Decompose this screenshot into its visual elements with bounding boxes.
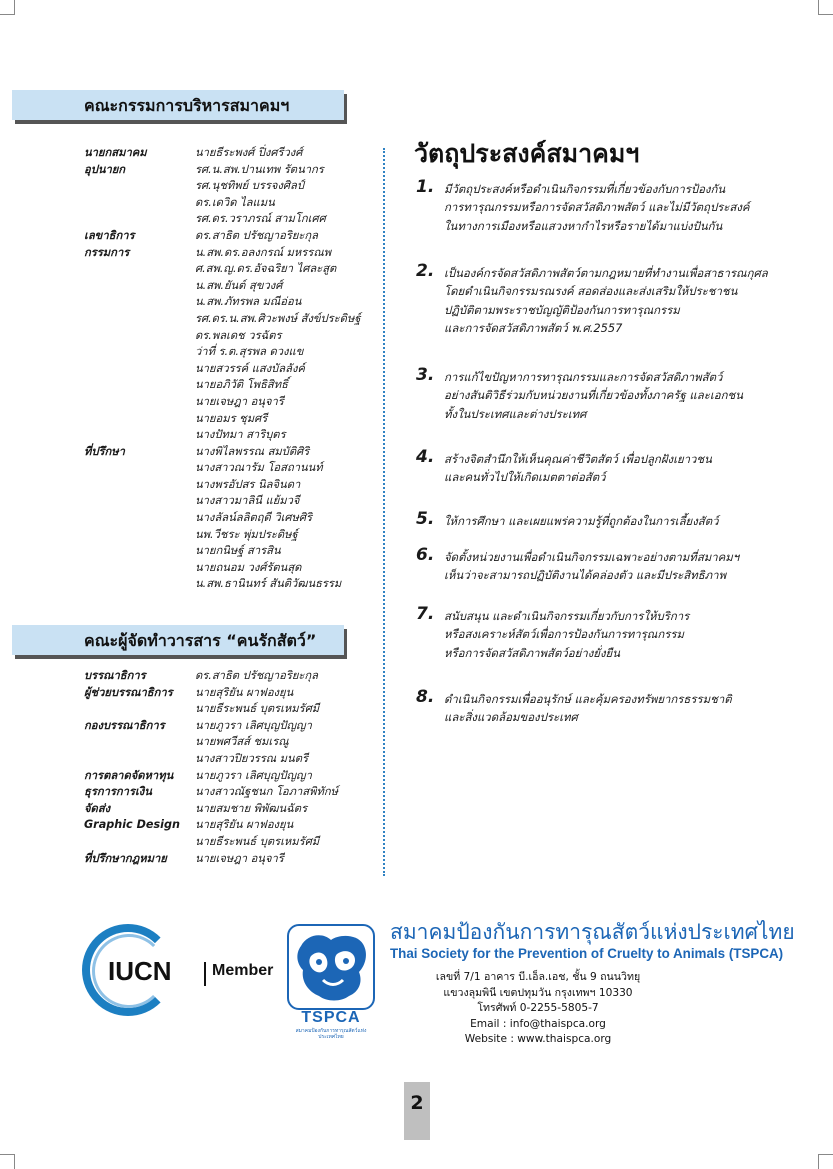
org-abbr: (TSPCA) (728, 946, 784, 961)
roster-role (84, 427, 195, 444)
org-name-english (390, 946, 783, 961)
crop-mark-top-right (818, 0, 833, 15)
objective-text (444, 548, 739, 585)
roster-name: ดร.พลเดช วรฉัตร (195, 328, 282, 342)
roster-row (84, 801, 338, 818)
roster-name: ดร.สาธิต ปรัชญาอริยะกุล (195, 228, 319, 242)
roster-role (84, 344, 195, 361)
roster-role (84, 311, 195, 328)
roster-role (84, 834, 195, 851)
roster-row (84, 311, 361, 328)
objective-line: ในทางการเมืองหรือแสวงหากำไรหรือรายได้มาแบ่งปันกัน (444, 218, 723, 233)
objective-line: ทั้งในประเทศและต่างประเทศ (444, 406, 587, 421)
iucn-word: IUCN (108, 956, 172, 986)
roster-row (84, 768, 338, 785)
roster-role (84, 195, 195, 212)
address-line: แขวงลุมพินี เขตปทุมวัน กรุงเทพฯ 10330 (443, 986, 633, 999)
roster-name: นางพิไลพรรณ สมบัติศิริ (195, 444, 310, 458)
board-roster (84, 145, 361, 593)
roster-row (84, 162, 361, 179)
roster-name: รศ.น.สพ.ปานเทพ รัตนากร (195, 162, 324, 176)
roster-role (84, 493, 195, 510)
roster-name: นายสุริยัน ผาฟองยุน (195, 685, 294, 699)
roster-row (84, 527, 361, 544)
tspca-logo-abbr: TSPCA (301, 1009, 361, 1026)
board-title: คณะกรรมการบริหารสมาคมฯ (84, 96, 290, 115)
roster-row (84, 734, 338, 751)
objective-item (416, 261, 768, 337)
roster-role (84, 510, 195, 527)
objective-number: 6. (416, 545, 435, 565)
roster-row (84, 261, 361, 278)
roster-role: ที่ปรึกษา (84, 444, 125, 458)
objective-item (416, 604, 690, 662)
editorial-roster (84, 668, 338, 867)
roster-row (84, 701, 338, 718)
objective-line: หรือการจัดสวัสดิภาพสัตว์อย่างยั่งยืน (444, 645, 620, 660)
roster-name: นายธีระพนธ์ บุตรเหมรัศมี (195, 702, 320, 716)
roster-row (84, 245, 361, 262)
website-line: Website : www.thaispca.org (464, 1033, 612, 1046)
objective-line: และคนทั่วไปให้เกิดเมตตาต่อสัตว์ (444, 470, 606, 485)
phone-line: โทรศัพท์ 0-2255-5805-7 (477, 1002, 599, 1015)
tspca-logo-frame (287, 924, 375, 1010)
roster-role: บรรณาธิการ (84, 669, 146, 682)
objective-line: สร้างจิตสำนึกให้เห็นคุณค่าชีวิตสัตว์ เพื่อปลูกฝังเยาวชน (444, 452, 712, 466)
roster-name: นางลัลน์ลลิตฤดี วิเศษศิริ (195, 511, 313, 525)
roster-name: น.สพ.ภัทรพล มณีอ่อน (195, 295, 302, 309)
objective-text (444, 264, 768, 337)
roster-row (84, 718, 338, 735)
roster-name: น.สพ.ธานินทร์ สันติวัฒนธรรม (195, 577, 342, 591)
roster-row (84, 817, 338, 834)
roster-role (84, 701, 195, 718)
roster-row (84, 427, 361, 444)
roster-name: น.สพ.ดร.อลงกรณ์ มหรรณพ (195, 245, 332, 259)
animals-silhouette-icon (289, 926, 373, 1008)
roster-role: อุปนายก (84, 162, 126, 176)
roster-role (84, 751, 195, 768)
roster-name: ดร.สาธิต ปรัชญาอริยะกุล (195, 669, 319, 682)
objective-item (416, 365, 743, 423)
roster-role: นายกสมาคม (84, 146, 147, 159)
roster-row (84, 851, 338, 868)
roster-name: นางสาวณารัม โอสถานนท์ (195, 461, 323, 475)
roster-role: เลขาธิการ (84, 228, 135, 242)
roster-name: นายเจษฎา อนุจารี (195, 851, 284, 865)
roster-role (84, 527, 195, 544)
roster-name: นางปัทมา สาริบุตร (195, 428, 286, 442)
roster-row (84, 145, 361, 162)
roster-name: นางสาวมาลินี แย้มวจี (195, 494, 300, 508)
roster-role (84, 178, 195, 195)
roster-role (84, 576, 195, 593)
roster-name: ดร.เดวิด ไลแมน (195, 195, 275, 209)
roster-row (84, 560, 361, 577)
objective-line: สนับสนุน และดำเนินกิจกรรมเกี่ยวกับการให้บริการ (444, 609, 690, 623)
roster-name: นายอภิวัติ โพธิสิทธิ์ (195, 378, 288, 392)
roster-name: นายสมชาย พิพัฒนฉัตร (195, 801, 308, 815)
column-divider (383, 148, 385, 876)
roster-name: นายพศวีสส์ ชมเรณู (195, 735, 289, 749)
objective-text (444, 607, 689, 662)
roster-row (84, 328, 361, 345)
email-line: Email : info@thaispca.org (470, 1017, 606, 1030)
objectives-title: วัตถุประสงค์สมาคมฯ (414, 139, 640, 168)
roster-role (84, 294, 195, 311)
roster-row (84, 394, 361, 411)
objective-text (444, 690, 732, 727)
objective-item (416, 447, 712, 487)
objective-line: อย่างสันติวิธีร่วมกับหน่วยงานที่เกี่ยวข้องทั้งภาครัฐ และเอกชน (444, 388, 743, 403)
objective-number: 1. (416, 177, 435, 197)
roster-name: นายธีระพงศ์ ปิ่งศรีวงศ์ (195, 146, 303, 159)
org-name-english-text: Thai Society for the Prevention of Cruelty to Animals (390, 946, 726, 961)
iucn-separator (204, 962, 206, 986)
roster-role: ผู้ช่วยบรรณาธิการ (84, 685, 173, 699)
objective-number: 7. (416, 604, 435, 624)
roster-role (84, 361, 195, 378)
objective-line: การแก้ไขปัญหาการทารุณกรรมและการจัดสวัสดิภาพสัตว์ (444, 370, 723, 384)
editorial-title-banner (12, 625, 344, 655)
objective-line: ปฏิบัติตามพระราชบัญญัติป้องกันการทารุณกรรม (444, 302, 680, 317)
roster-role: จัดส่ง (84, 801, 111, 815)
objective-number: 5. (416, 509, 435, 529)
page-number-tab (404, 1082, 430, 1140)
roster-role (84, 411, 195, 428)
objective-line: และการจัดสวัสดิภาพสัตว์ พ.ศ.2557 (444, 320, 623, 335)
roster-row (84, 411, 361, 428)
roster-name: นายภูวรา เลิศบุญปัญญา (195, 768, 312, 782)
roster-row (84, 228, 361, 245)
iucn-member-logo (80, 922, 280, 1022)
objective-line: หรือสงเคราะห์สัตว์เพื่อการป้องกันการทารุณกรรม (444, 627, 684, 642)
objective-text (444, 180, 750, 235)
roster-name: ศ.สพ.ญ.ดร.อัจฉริยา ไศละสูต (195, 262, 337, 276)
editorial-title: คณะผู้จัดทำวารสาร “คนรักสัตว์” (84, 631, 317, 650)
roster-row (84, 211, 361, 228)
iucn-member-label: Member (212, 962, 274, 979)
roster-name: นายถนอม วงศ์รัตนสุด (195, 560, 302, 574)
roster-role (84, 734, 195, 751)
roster-name: รศ.ดร.น.สพ.ศิวะพงษ์ สังข์ประดิษฐ์ (195, 311, 361, 325)
objective-number: 2. (416, 261, 435, 281)
tspca-logo-subtitle: สมาคมป้องกันการทารุณสัตว์แห่งประเทศไทย (295, 1028, 367, 1040)
roster-name: น.สพ.ยันต์ สุขวงศ์ (195, 278, 283, 292)
org-name-thai: สมาคมป้องกันการทารุณสัตว์แห่งประเทศไทย (390, 920, 795, 944)
roster-name: นายกนิษฐ์ สารสิน (195, 544, 281, 558)
objective-number: 4. (416, 447, 435, 467)
objective-item (416, 509, 719, 530)
objective-line: จัดตั้งหน่วยงานเพื่อดำเนินกิจกรรมเฉพาะอย่างตามที่สมาคมฯ (444, 550, 740, 564)
roster-name: นายเจษฎา อนุจารี (195, 394, 284, 408)
roster-row (84, 784, 338, 801)
objective-text (444, 368, 743, 423)
roster-role: ธุรการการเงิน (84, 785, 152, 799)
roster-row (84, 668, 338, 685)
roster-row (84, 510, 361, 527)
roster-role (84, 560, 195, 577)
page-number: 2 (410, 1092, 424, 1114)
org-address (420, 970, 656, 1048)
roster-name: นพ.วีชระ พุ่มประดิษฐ์ (195, 527, 298, 541)
tspca-logo (287, 924, 375, 1042)
roster-role (84, 278, 195, 295)
objective-number: 3. (416, 365, 435, 385)
roster-row (84, 751, 338, 768)
board-title-banner (12, 90, 344, 120)
roster-role: กรรมการ (84, 245, 130, 259)
roster-role (84, 211, 195, 228)
roster-name: รศ.ดร.วราภรณ์ สามโกเศศ (195, 212, 326, 226)
objective-line: ดำเนินกิจกรรมเพื่ออนุรักษ์ และคุ้มครองทรัพยากรธรรมชาติ (444, 692, 732, 706)
roster-name: นายธีระพนธ์ บุตรเหมรัศมี (195, 834, 320, 848)
roster-row (84, 460, 361, 477)
roster-row (84, 685, 338, 702)
roster-name: นายสวรรค์ แสงบัลลังค์ (195, 361, 305, 375)
roster-role (84, 377, 195, 394)
roster-name: นายภูวรา เลิศบุญปัญญา (195, 718, 312, 732)
roster-row (84, 344, 361, 361)
objective-line: โดยดำเนินกิจกรรมรณรงค์ สอดส่องและส่งเสริมให้ประชาชน (444, 284, 738, 299)
objective-line: เป็นองค์กรจัดสวัสดิภาพสัตว์ตามกฎหมายที่ทำงานเพื่อสาธารณกุศล (444, 266, 768, 280)
roster-row (84, 834, 338, 851)
roster-row (84, 377, 361, 394)
roster-role: ที่ปรึกษากฎหมาย (84, 851, 167, 865)
roster-role (84, 543, 195, 560)
roster-name: รศ.นุชทิพย์ บรรจงศิลป์ (195, 179, 304, 193)
roster-name: นายอมร ชุมศรี (195, 411, 268, 425)
roster-row (84, 278, 361, 295)
crop-mark-top-left (0, 0, 15, 15)
roster-role: Graphic Design (84, 818, 180, 832)
roster-row (84, 178, 361, 195)
roster-name: นางสาวปิยวรรณ มนตรี (195, 751, 308, 765)
roster-row (84, 361, 361, 378)
roster-role (84, 261, 195, 278)
roster-name: ว่าที่ ร.ต.สุรพล ดวงแข (195, 345, 304, 359)
roster-name: นางพรอัปสร นิลจินดา (195, 477, 301, 491)
objective-item (416, 687, 732, 727)
objective-text (444, 512, 719, 530)
crop-mark-bottom-right (818, 1154, 833, 1169)
address-line: เลขที่ 7/1 อาคาร บี.เอ็ล.เอช, ชั้น 9 ถนนวิทยุ (435, 971, 641, 983)
roster-row (84, 477, 361, 494)
roster-row (84, 444, 361, 461)
roster-name: นางสาวณัฐชนก โอภาสพิทักษ์ (195, 785, 339, 799)
roster-role (84, 477, 195, 494)
roster-role (84, 394, 195, 411)
roster-row (84, 493, 361, 510)
objective-item (416, 177, 750, 235)
roster-name: นายสุริยัน ผาฟองยุน (195, 818, 294, 832)
objective-text (444, 450, 712, 487)
roster-row (84, 543, 361, 560)
roster-role: กองบรรณาธิการ (84, 718, 165, 732)
objective-line: มีวัตถุประสงค์หรือดำเนินกิจกรรมที่เกี่ยวข้องกับการป้องกัน (444, 182, 726, 196)
objective-line: ให้การศึกษา และเผยแพร่ความรู้ที่ถูกต้องในการเลี้ยงสัตว์ (444, 514, 719, 528)
roster-row (84, 294, 361, 311)
crop-mark-bottom-left (0, 1154, 15, 1169)
objective-line: และสิ่งแวดล้อมของประเทศ (444, 710, 578, 725)
roster-row (84, 195, 361, 212)
objective-line: เห็นว่าจะสามารถปฏิบัติงานได้คล่องตัว และมีประสิทธิภาพ (444, 568, 727, 583)
objective-number: 8. (416, 687, 435, 707)
objective-item (416, 545, 740, 585)
roster-row (84, 576, 361, 593)
roster-role (84, 460, 195, 477)
roster-role (84, 328, 195, 345)
objective-line: การทารุณกรรมหรือการจัดสวัสดิภาพสัตว์ และไม่มีวัตถุประสงค์ (444, 200, 750, 215)
roster-role: การตลาดจัดหาทุน (84, 768, 174, 782)
